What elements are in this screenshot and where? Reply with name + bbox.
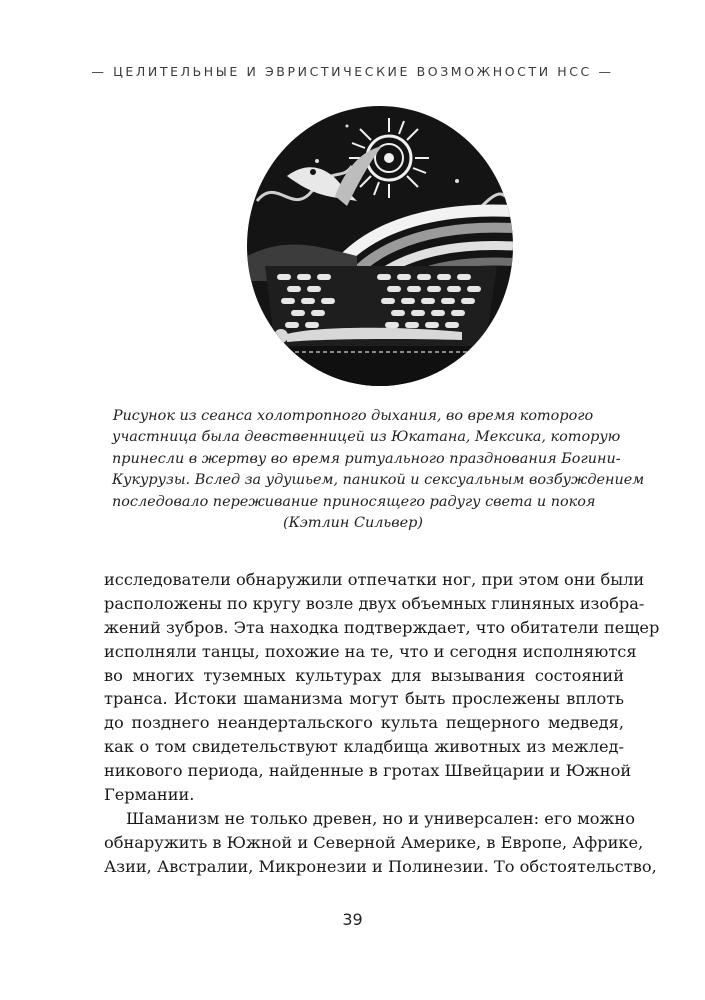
text-line: транса. Истоки шаманизма могут быть прослежены вплоть — [104, 689, 624, 709]
text-line: расположены по кругу возле двух объемных глиняных изобра- — [104, 593, 645, 613]
text-line: как о том свидетельствуют кладбища животных из межлед- — [104, 737, 624, 757]
caption-line: принесли в жертву во время ритуального празднования Богини- — [112, 450, 621, 467]
text-line: Германии. — [104, 785, 195, 805]
figure-caption — [112, 406, 645, 534]
text-line: никового периода, найденные в гротах Швейцарии и Южной — [104, 761, 632, 781]
text-line: обнаружить в Южной и Северной Америке, в Европе, Африке, — [104, 832, 644, 852]
text-line: до позднего неандертальского культа пещерного медведя, — [104, 713, 624, 733]
caption-line: Кукурузы. Вслед за удушьем, паникой и сексуальным возбуждением — [112, 472, 645, 489]
running-head: — ЦЕЛИТЕЛЬНЫЕ И ЭВРИСТИЧЕСКИЕ ВОЗМОЖНОСТИ НСС — — [91, 64, 614, 79]
circular-ritual-drawing-icon — [247, 106, 513, 386]
text-line: Азии, Австралии, Микронезии и Полинезии. То обстоятельство, — [104, 856, 657, 876]
caption-line: участница была девственницей из Юкатана, Мексика, которую — [112, 429, 621, 446]
page-number: 39 — [342, 910, 363, 929]
caption-line: последовало переживание приносящего радугу света и покоя — [112, 493, 596, 510]
text-line: жений зубров. Эта находка подтверждает, что обитатели пещер — [104, 617, 660, 637]
caption-line: Рисунок из сеанса холотропного дыхания, во время которого — [112, 408, 594, 424]
text-line: во многих туземных культурах для вызывания состояний — [104, 665, 624, 685]
text-line: Шаманизм не только древен, но и универсален: его можно — [126, 808, 635, 828]
caption-line: (Кэтлин Сильвер) — [283, 515, 423, 532]
text-line: исполняли танцы, похожие на те, что и сегодня исполняются — [104, 641, 637, 661]
body-text — [104, 568, 660, 879]
text-line: исследователи обнаружили отпечатки ног, при этом они были — [104, 570, 645, 589]
